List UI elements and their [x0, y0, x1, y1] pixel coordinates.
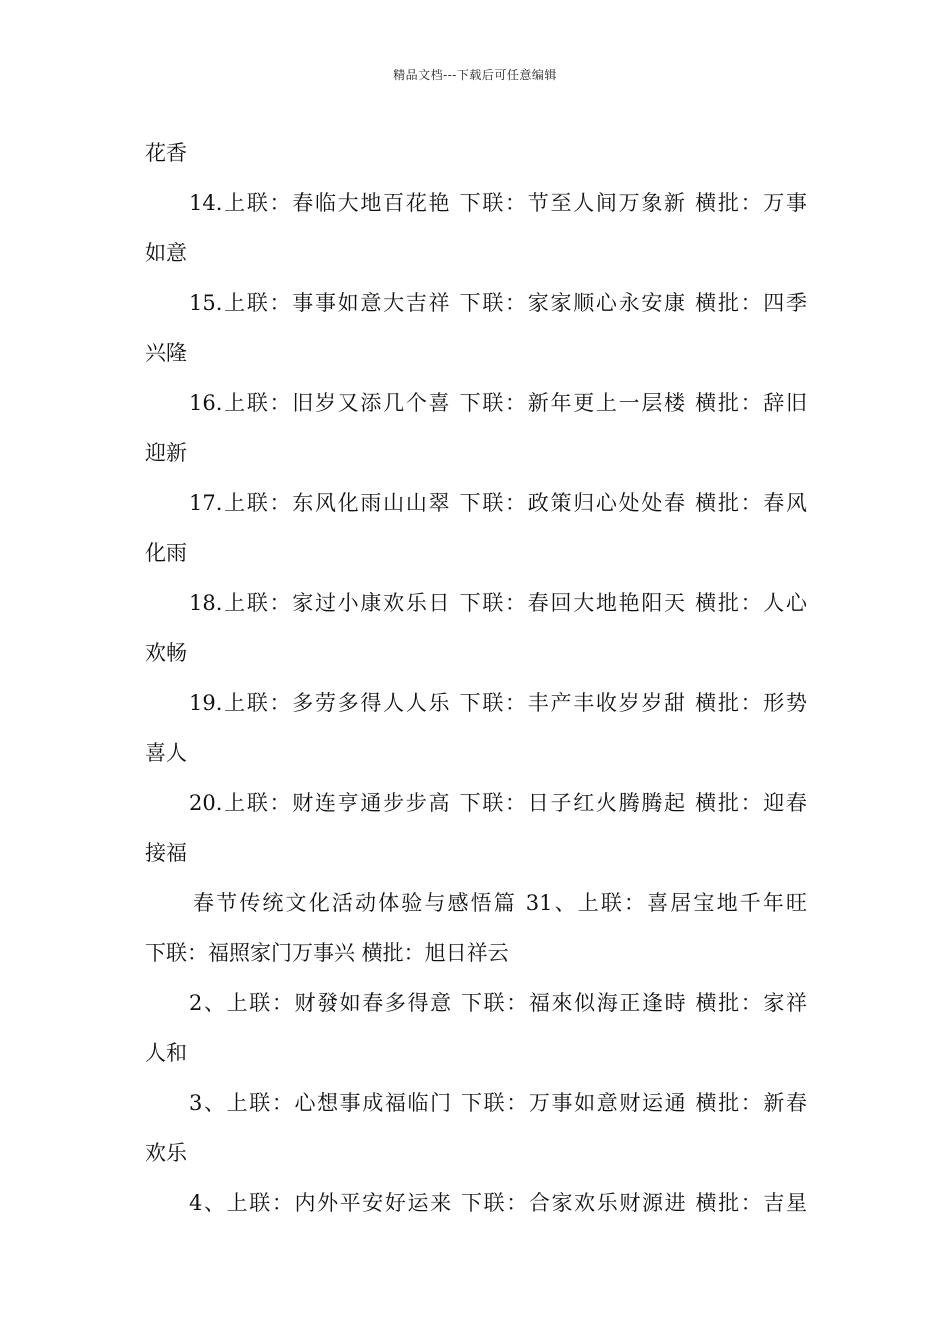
text-line: 欢畅 [145, 641, 187, 665]
text-line: 花香 [145, 141, 187, 165]
text-line: 欢乐 [145, 1141, 187, 1165]
text-line: 14.上联：春临大地百花艳 下联：节至人间万象新 横批：万事 [189, 191, 807, 215]
text-line: 18.上联：家过小康欢乐日 下联：春回大地艳阳天 横批：人心 [189, 591, 807, 615]
text-line: 接福 [145, 841, 187, 865]
text-line: 化雨 [145, 541, 187, 565]
text-line: 喜人 [145, 741, 187, 765]
text-line: 16.上联：旧岁又添几个喜 下联：新年更上一层楼 横批：辞旧 [189, 391, 807, 415]
page-header: 精品文档---下载后可任意编辑 [393, 68, 557, 82]
text-line: 4、上联：内外平安好运来 下联：合家欢乐财源进 横批：吉星 [189, 1191, 807, 1215]
text-line: 3、上联：心想事成福临门 下联：万事如意财运通 横批：新春 [189, 1091, 807, 1115]
text-line: 19.上联：多劳多得人人乐 下联：丰产丰收岁岁甜 横批：形势 [189, 691, 807, 715]
text-line: 兴隆 [145, 341, 187, 365]
text-line: 20.上联：财连亨通步步高 下联：日子红火腾腾起 横批：迎春 [189, 791, 807, 815]
text-line: 迎新 [145, 441, 187, 465]
text-line: 2、上联：财發如春多得意 下联：福來似海正逢時 横批：家祥 [189, 991, 807, 1015]
text-line: 春节传统文化活动体验与感悟篇 31、上联：喜居宝地千年旺 [193, 891, 807, 915]
text-line: 人和 [145, 1041, 187, 1065]
text-line: 下联：福照家门万事兴 横批：旭日祥云 [145, 941, 509, 965]
text-line: 如意 [145, 241, 187, 265]
document-body [145, 128, 807, 1228]
text-line: 17.上联：东风化雨山山翠 下联：政策归心处处春 横批：春风 [189, 491, 807, 515]
text-line: 15.上联：事事如意大吉祥 下联：家家顺心永安康 横批：四季 [189, 291, 807, 315]
